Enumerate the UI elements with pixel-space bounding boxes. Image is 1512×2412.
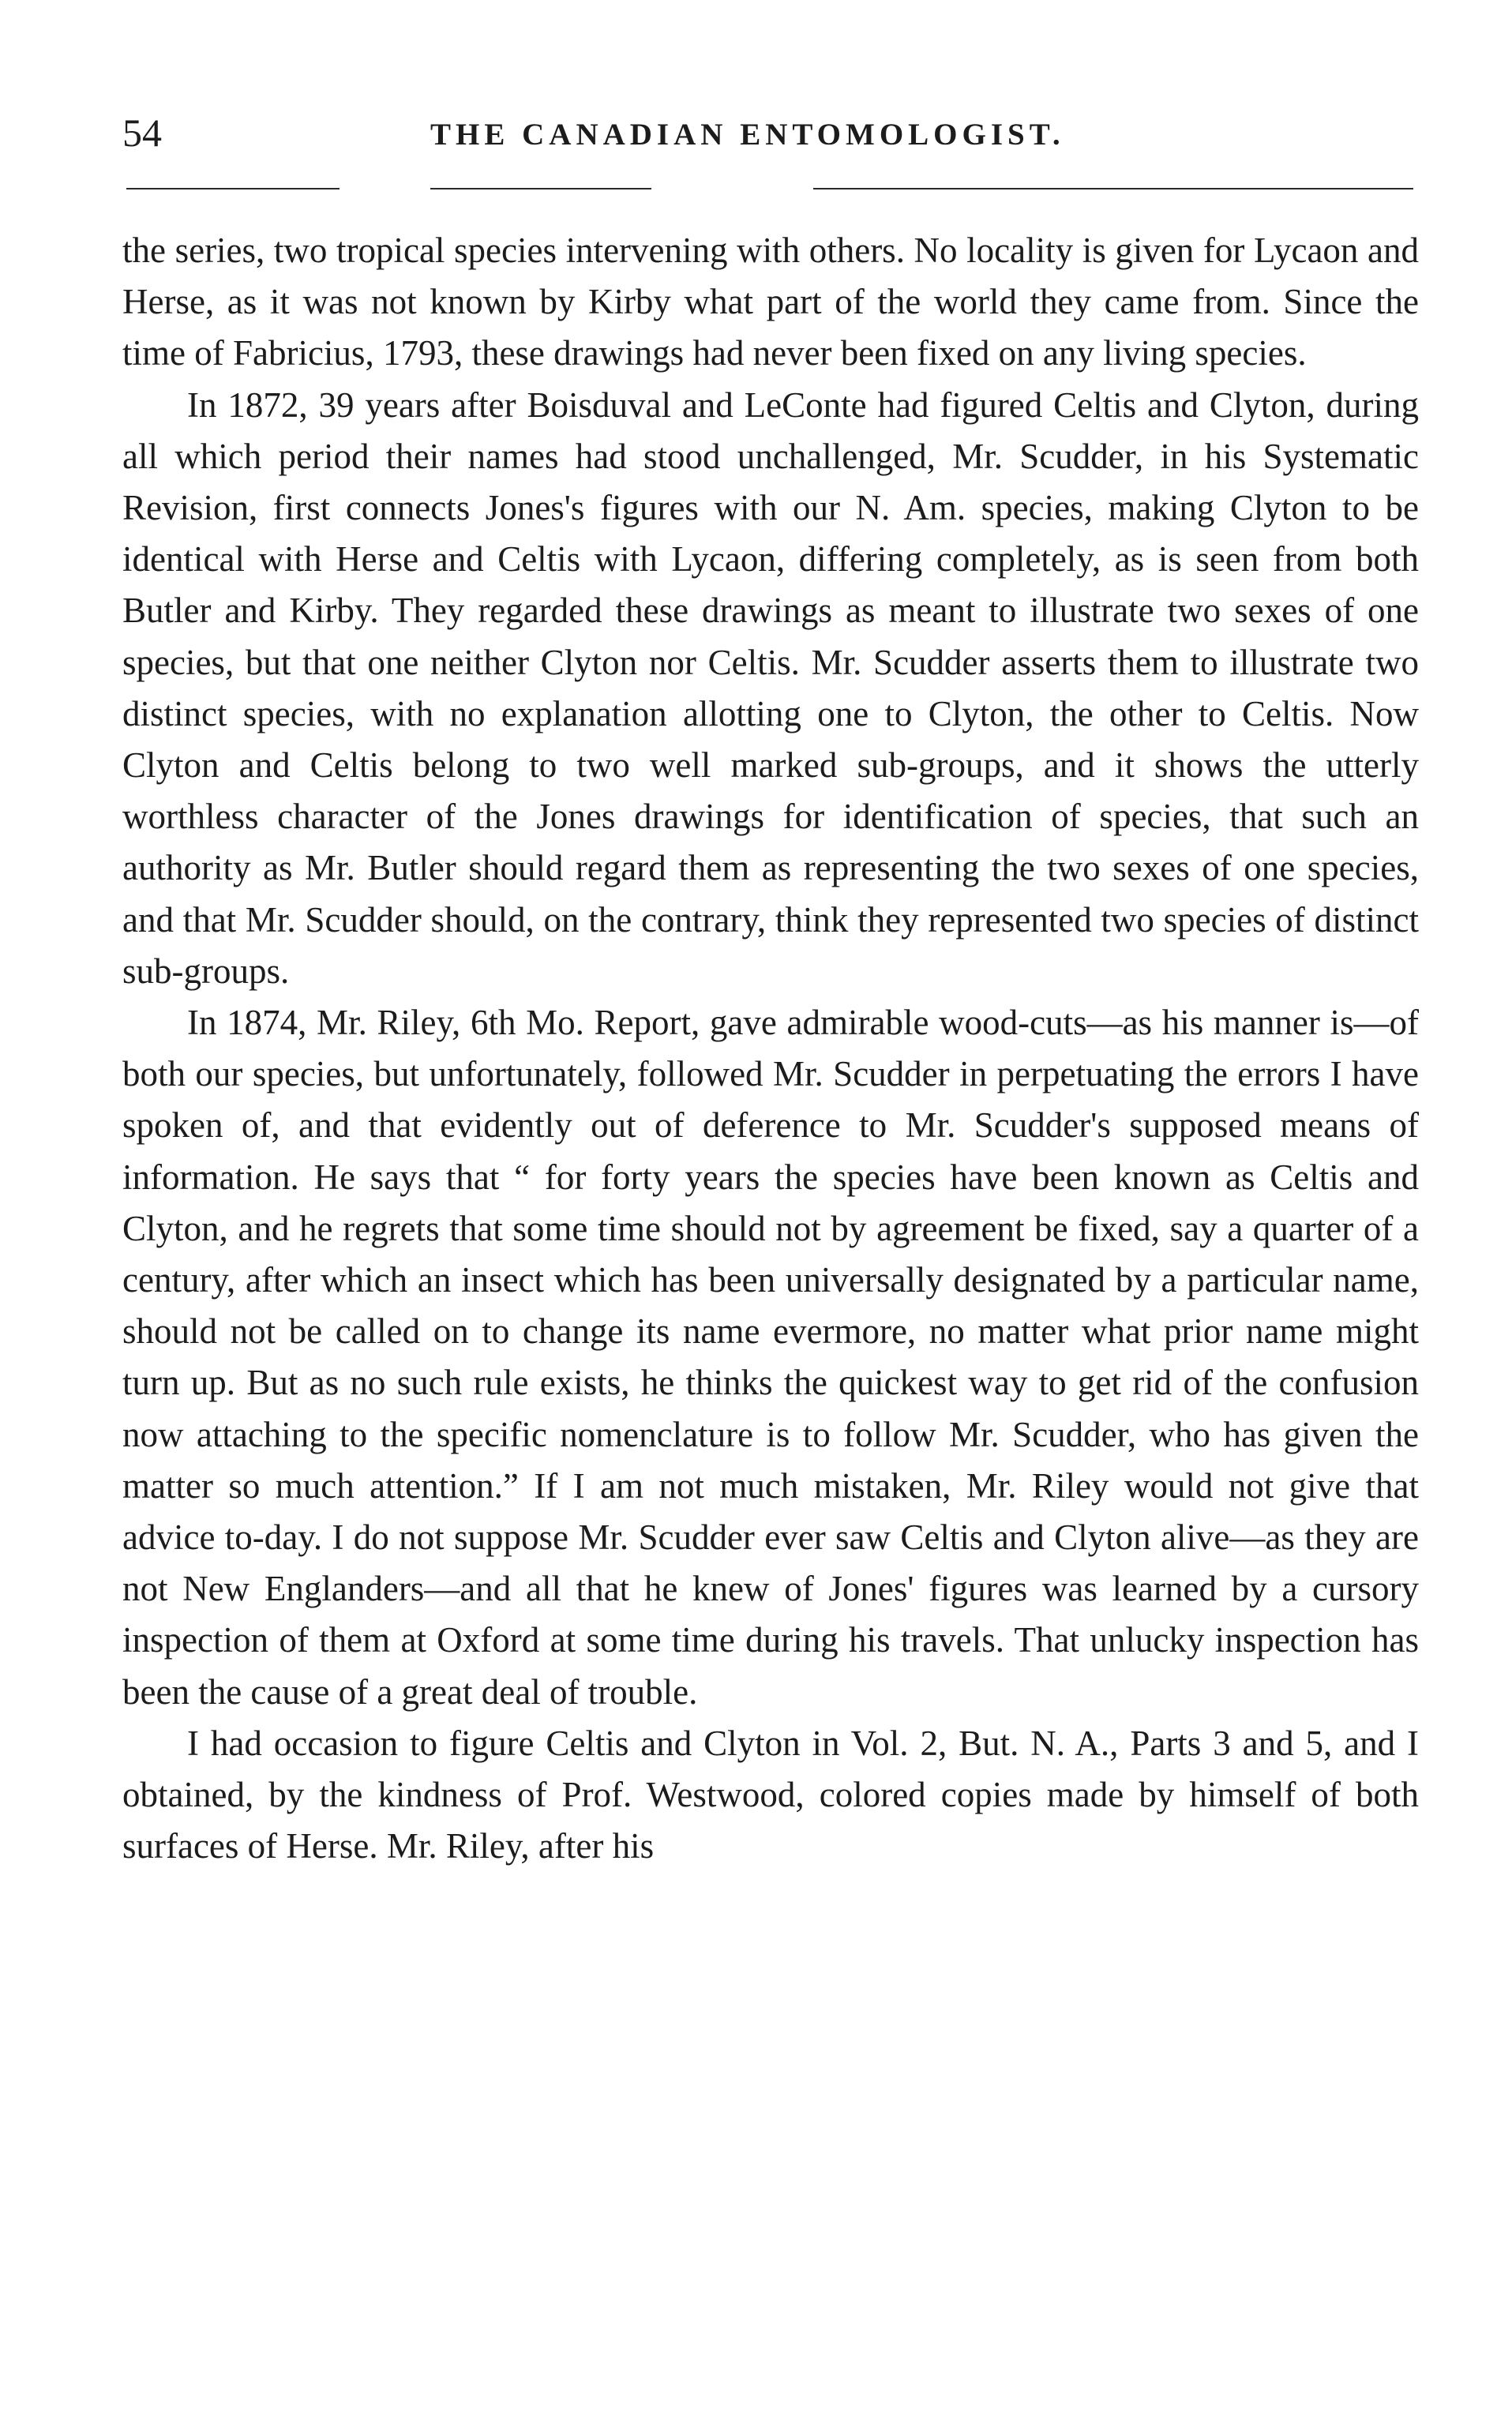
header-rule-segment xyxy=(430,188,651,189)
paragraph: In 1874, Mr. Riley, 6th Mo. Report, gave admirable wood-cuts—as his manner is—of both our species, but unfortunately, followed Mr. Scudder in perpetuating the errors I have spoken of, and that evidently out of deference to Mr. Scudder's supposed means of information. He says that “ for forty years the species have been known as Celtis and Clyton, and he regrets that some time should not by agreement be fixed, say a quarter of a century, after which an insect which has been universally designated by a particular name, should not be called on to change its name evermore, no matter what prior name might turn up. But as no such rule exists, he thinks the quickest way to get rid of the confusion now attaching to the specific nomenclature is to follow Mr. Scudder, who has given the matter so much attention.” If I am not much mistaken, Mr. Riley would not give that advice to-day. I do not suppose Mr. Scudder ever saw Celtis and Clyton alive—as they are not New Englanders—and all that he knew of Jones' figures was learned by a cursory inspection of them at Oxford at some time during his travels. That unlucky inspection has been the cause of a great deal of trouble. xyxy=(122,1003,1419,1712)
page-number: 54 xyxy=(122,111,162,155)
paragraph: the series, two tropical species intervening with others. No locality is given for Lycaon and Herse, as it was not known by Kirby what part of the world they came from. Since the time of Fabricius, 1793, these drawings had never been fixed on any living species. xyxy=(122,231,1419,373)
header-rule-segment xyxy=(813,188,1413,189)
header-rule-segment xyxy=(126,188,340,189)
running-title: THE CANADIAN ENTOMOLOGIST. xyxy=(430,118,1065,152)
paragraph: I had occasion to figure Celtis and Clyton in Vol. 2, But. N. A., Parts 3 and 5, and I obtained, by the kindness of Prof. Westwood, colored copies made by himself of both surfaces of Herse. Mr. Riley, after his xyxy=(122,1723,1419,1866)
paragraph: In 1872, 39 years after Boisduval and LeConte had figured Celtis and Clyton, during all which period their names had stood unchallenged, Mr. Scudder, in his Systematic Revision, first connects Jones's figures with our N. Am. species, making Clyton to be identical with Herse and Celtis with Lycaon, differing completely, as is seen from both Butler and Kirby. They regarded these drawings as meant to illustrate two sexes of one species, but that one neither Clyton nor Celtis. Mr. Scudder asserts them to illustrate two distinct species, with no explanation allotting one to Clyton, the other to Celtis. Now Clyton and Celtis belong to two well marked sub-groups, and it shows the utterly worthless character of the Jones drawings for identification of species, that such an authority as Mr. Butler should regard them as representing the two sexes of one species, and that Mr. Scudder should, on the contrary, think they represented two species of distinct sub-groups. xyxy=(122,384,1419,991)
page-header xyxy=(122,109,1425,172)
body-text xyxy=(122,225,1419,1873)
